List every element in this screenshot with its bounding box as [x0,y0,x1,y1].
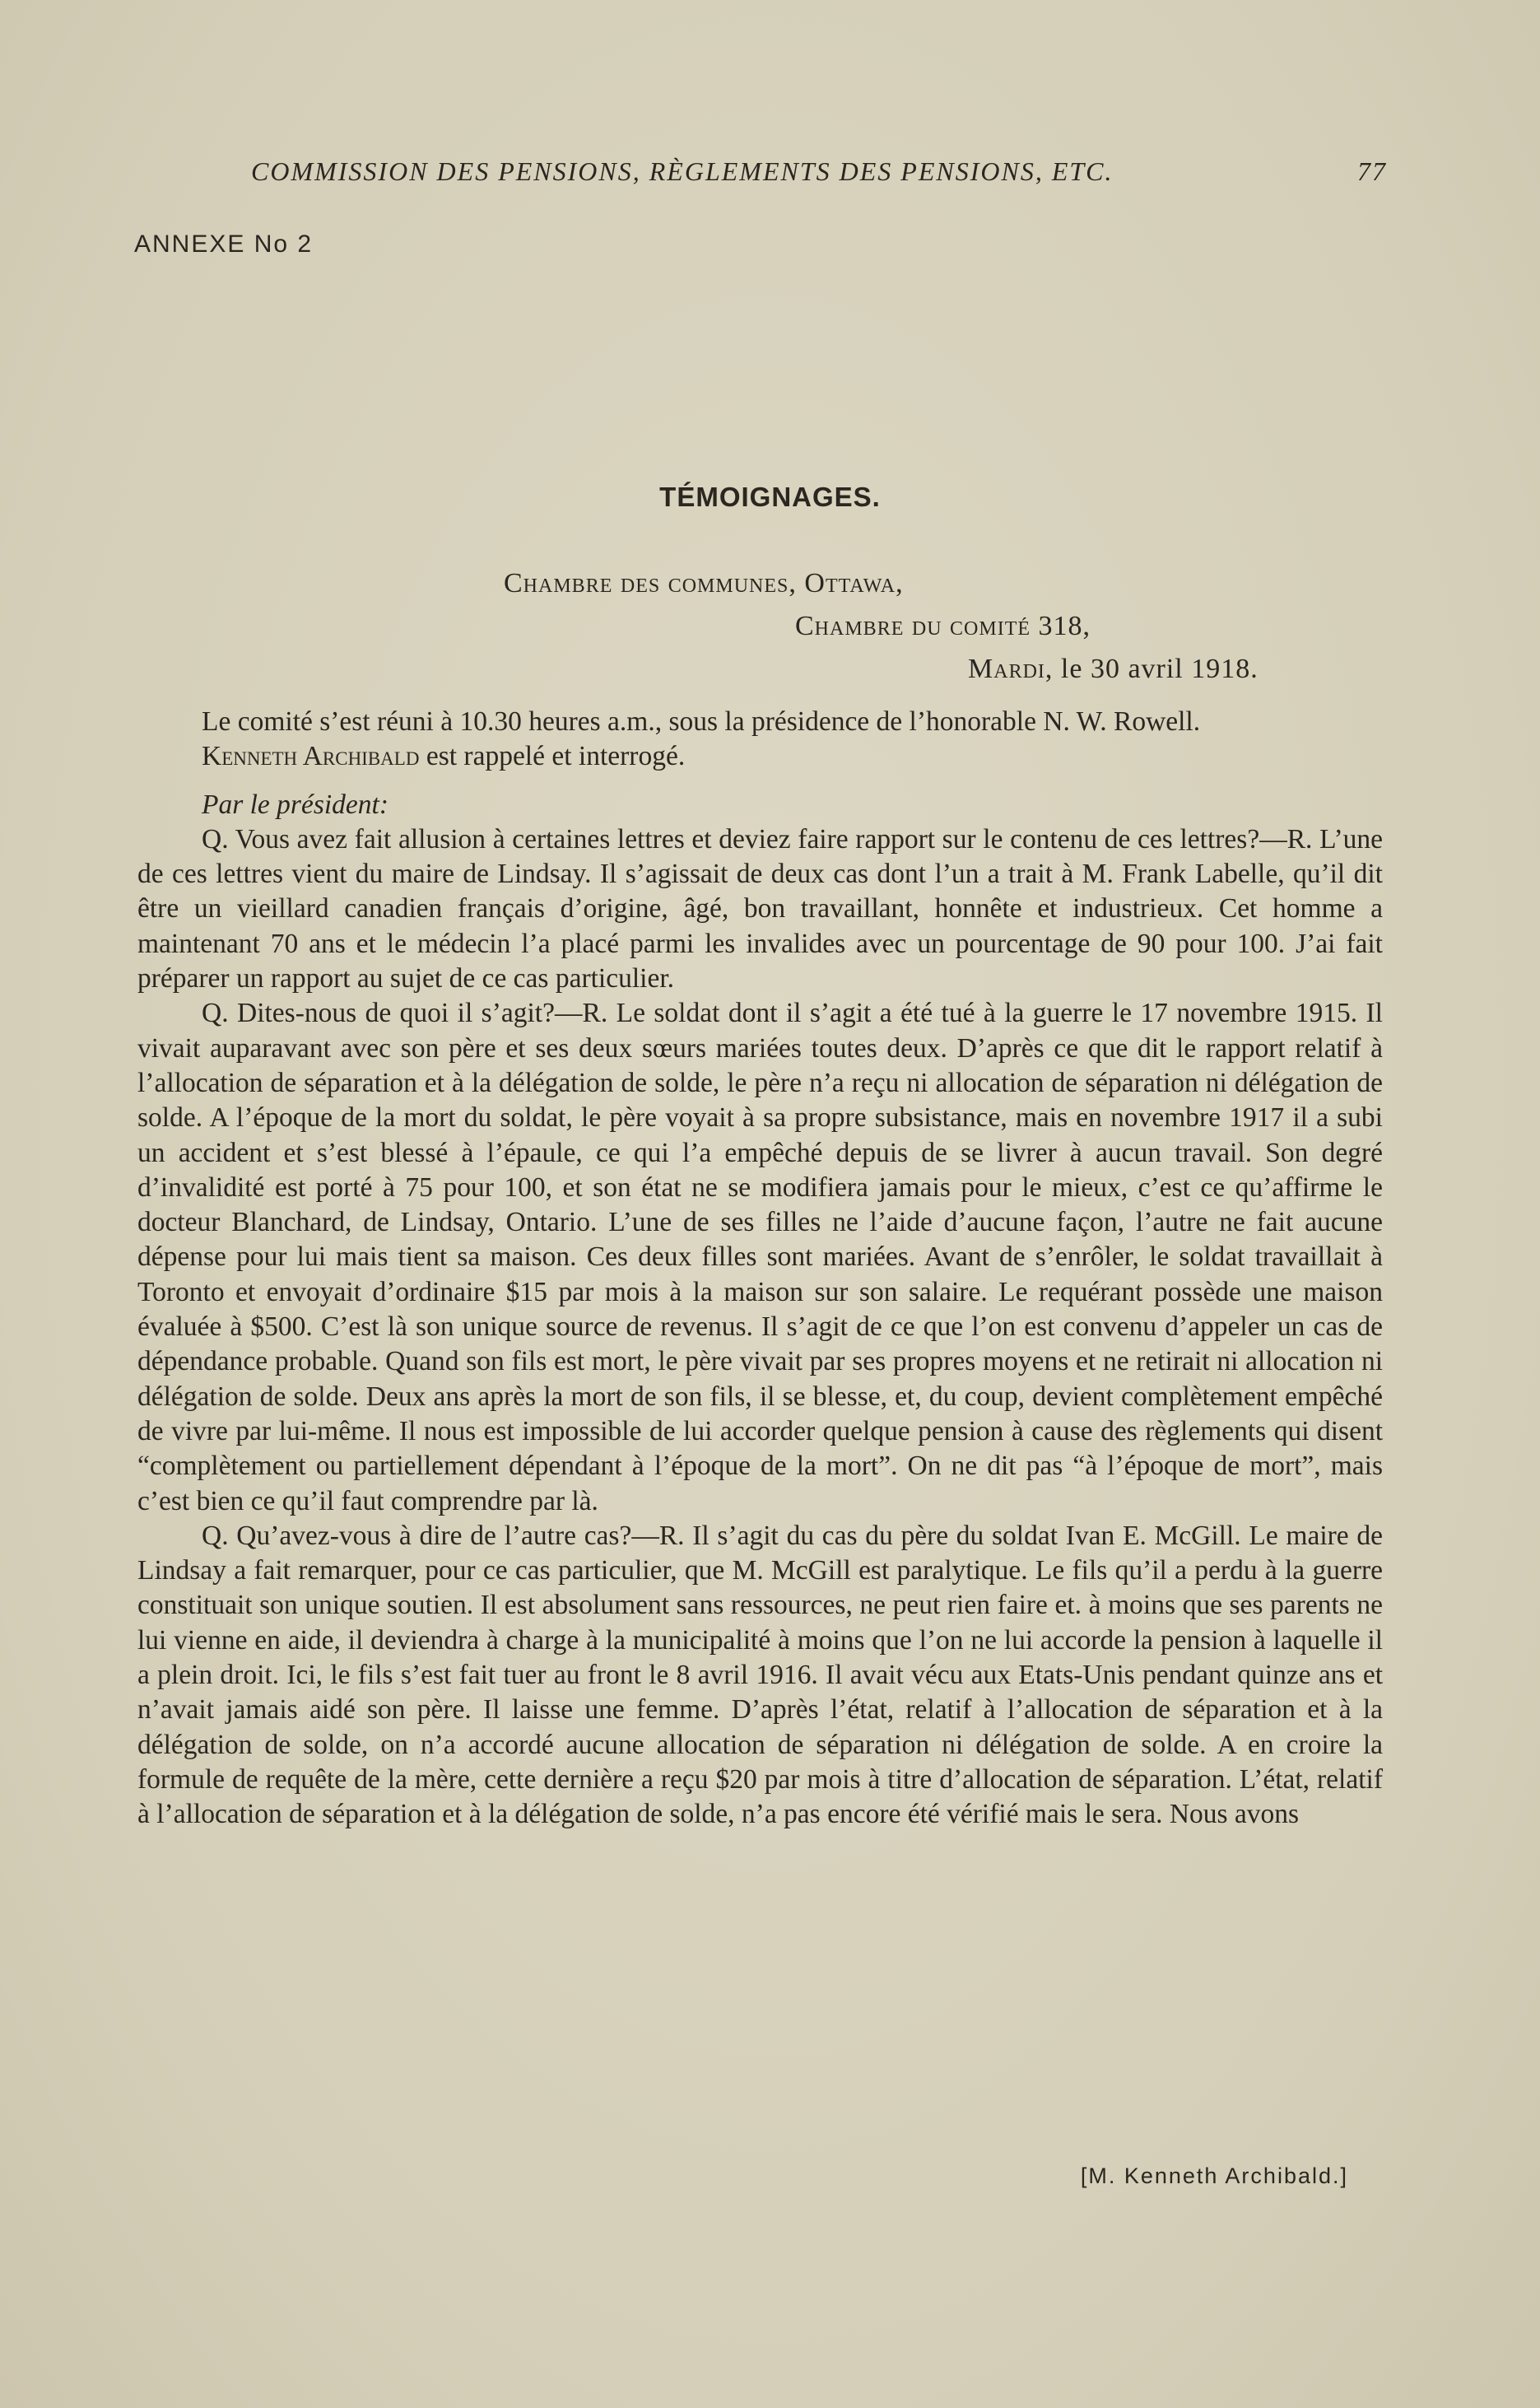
place-line-2: Chambre du comité 318, [795,611,1091,641]
place-day: Mardi, [968,654,1054,684]
qa-paragraph-2: Q. Dites-nous de quoi il s’agit?—R. Le soldat dont il s’agit a été tué à la guerre le 17 novembre 1915. Il vivait auparavant avec son père et ses deux sœurs mariées toutes deux. D’après ce que dit le rapport relatif à l’allocation de séparation et à la délégation de solde, le père n’a reçu ni allocation de séparation ni délégation de solde. A l’époque de la mort du soldat, le père voyait à sa propre subsistance, mais en novembre 1917 il a subi un accident et s’est blessé à l’épaule, ce qui l’a empêché depuis de se livrer à aucun travail. Son degré d’invalidité est porté à 75 pour 100, et son état ne se modifiera jamais pour le mieux, c’est ce qu’affirme le docteur Blanchard, de Lindsay, Ontario. L’une de ses filles ne l’aide d’aucune façon, l’autre ne fait aucune dépense pour lui mais tient sa maison. Ces deux filles sont mariées. Avant de s’enrôler, le soldat travaillait à Toronto et envoyait d’ordinaire $15 par mois à la maison sur son salaire. Le requérant possède une maison évaluée à $500. C’est là son unique source de revenus. Il s’agit de ce que l’on est convenu d’appeler un cas de dépendance probable. Quand son fils est mort, le père vivait par ses propres moyens et ne retirait ni allocation ni délégation de solde. Deux ans après la mort de son fils, il se blesse, et, du coup, devient complètement empêché de vivre par lui-même. Il nous est impossible de lui accorder quelque pension à cause des règlements qui disent “complètement ou partiellement dépendant à l’époque de la mort”. On ne dit pas “à l’époque de mort”, mais c’est bien ce qu’il faut comprendre par là. [137,998,1383,1516]
section-heading: TÉMOIGNAGES. [659,482,881,512]
body-text [137,705,1383,1833]
speaker-signature: [M. Kenneth Archibald.] [1080,2163,1348,2188]
place-line-1: Chambre des communes, Ottawa, [504,568,904,599]
witness-paragraph [137,739,1383,774]
opening-paragraph: Le comité s’est réuni à 10.30 heures a.m., sous la présidence de l’honorable N. W. Rowell. [202,706,1201,737]
witness-name: Kenneth Archibald [202,741,420,772]
page-number: 77 [1357,156,1387,186]
speaker-label: Par le président: [202,789,389,820]
witness-text: est rappelé et interrogé. [419,741,686,772]
qa-paragraph-1: Q. Vous avez fait allusion à certaines lettres et deviez faire rapport sur le contenu de ces lettres?—R. L’une de ces lettres vient du maire de Lindsay. Il s’agissait de deux cas dont l’un a trait à M. Frank Labelle, qu’il dit être un vieillard canadien français d’origine, âgé, bon travaillant, honnête et industrieux. Cet homme a maintenant 70 ans et le médecin l’a placé parmi les invalides avec un pourcentage de 90 pour 100. J’ai fait préparer un rapport au sujet de ce cas particulier. [137,823,1383,994]
running-title: COMMISSION DES PENSIONS, RÈGLEMENTS DES PENSIONS, ETC. [251,156,1114,186]
annexe-label: ANNEXE No 2 [134,231,314,258]
place-line-3 [968,654,1259,685]
qa-paragraph-3: Q. Qu’avez-vous à dire de l’autre cas?—R. Il s’agit du cas du père du soldat Ivan E. McGill. Le maire de Lindsay a fait remarquer, pour ce cas particulier, que M. McGill est paralytique. Le fils qu’il a perdu à la guerre constituait son unique soutien. Il est absolument sans ressources, ne peut rien faire et. à moins que ses parents ne lui vienne en aide, il deviendra à charge à la municipalité à moins que l’on ne lui accorde la pension à laquelle il a plein droit. Ici, le fils s’est fait tuer au front le 8 avril 1916. Il avait vécu aux Etats-Unis pendant quinze ans et n’avait jamais aidé son père. Il laisse une femme. D’après l’état, relatif à l’allocation de séparation et à la délégation de solde, on n’a accordé aucune allocation de séparation ni délégation de solde. A en croire la formule de requête de la mère, cette dernière a reçu $20 par mois à titre d’allocation de séparation. L’état, relatif à l’allocation de séparation et à la délégation de solde, n’a pas encore été vérifié mais le sera. Nous avons [137,1520,1383,1830]
place-date: le 30 avril 1918. [1053,654,1259,684]
